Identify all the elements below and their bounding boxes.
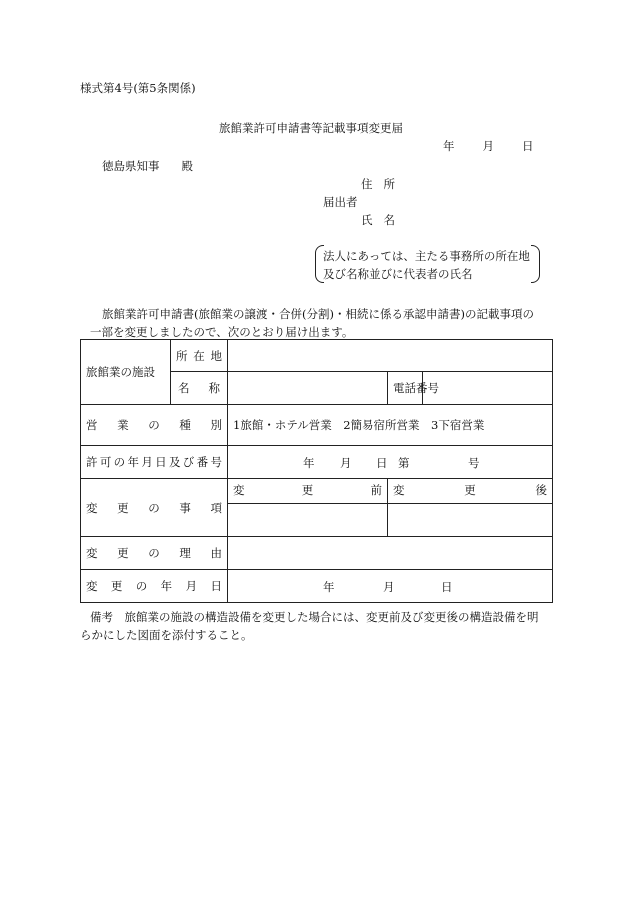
after-header: 変 更 後 [388,479,553,504]
permit-number-prefix: 第 [398,456,410,470]
before-value[interactable] [228,504,388,537]
after-value[interactable] [388,504,553,537]
addressee-honorific: 殿 [181,159,193,173]
name-label: 氏 名 [361,213,395,227]
date-day-label: 日 [522,139,534,153]
permit-label-cell: 許 可 の 年 月 日 及 び 番 号 [81,446,228,479]
change-month-label: 月 [383,580,395,594]
change-form-table [80,339,553,603]
facility-name-value[interactable] [228,372,388,405]
reason-label-cell: 変 更 の 理 由 [81,537,228,570]
before-header: 変 更 前 [228,479,388,504]
change-date-value[interactable] [228,570,553,603]
change-date-label-cell: 変 更 の 年 月 日 [81,570,228,603]
address-label: 住 所 [361,177,395,191]
business-type-label-cell: 営 業 の 種 別 [81,405,228,446]
facility-label: 旅館業の施設 [81,340,171,405]
intro-line1: 旅館業許可申請書(旅館業の譲渡・合併(分割)・相続に係る承認申請書)の記載事項の [102,307,534,321]
change-day-label: 日 [441,580,453,594]
location-label-cell: 所 在 地 [171,340,228,372]
permit-number-suffix: 号 [468,456,480,470]
reason-value[interactable] [228,537,553,570]
business-type-options[interactable]: 1旅館・ホテル営業 2簡易宿所営業 3下宿営業 [228,405,553,446]
corporate-note-line1: 法人にあっては、主たる事務所の所在地 [323,249,530,263]
permit-month-label: 月 [340,456,352,470]
addressee [102,158,193,174]
date-month-label: 月 [482,139,494,153]
location-value[interactable] [228,340,553,372]
remarks-line1: 備考 旅館業の施設の構造設備を変更した場合には、変更前及び変更後の構造設備を明 [90,610,539,624]
change-items-label-cell: 変 更 の 事 項 [81,479,228,537]
form-number: 様式第4号(第5条関係) [80,81,196,95]
phone-label-cell: 電 話 番 号 [388,372,423,405]
permit-day-label: 日 [376,456,388,470]
phone-value[interactable] [423,372,553,405]
remarks-line2: らかにした図面を添付すること。 [80,628,253,642]
corporate-note-line2: 及び名称並びに代表者の氏名 [323,267,473,281]
date-line [443,138,534,154]
permit-value[interactable] [228,446,553,479]
notifier-label: 届出者 [323,195,358,209]
change-year-label: 年 [323,580,335,594]
document-title: 旅館業許可申請書等記載事項変更届 [219,121,403,135]
addressee-name: 徳島県知事 [102,159,160,173]
facility-name-label-cell: 名 称 [171,372,228,405]
permit-year-label: 年 [303,456,315,470]
date-year-label: 年 [443,139,455,153]
intro-line2: 一部を変更しましたので、次のとおり届け出ます。 [90,325,354,339]
